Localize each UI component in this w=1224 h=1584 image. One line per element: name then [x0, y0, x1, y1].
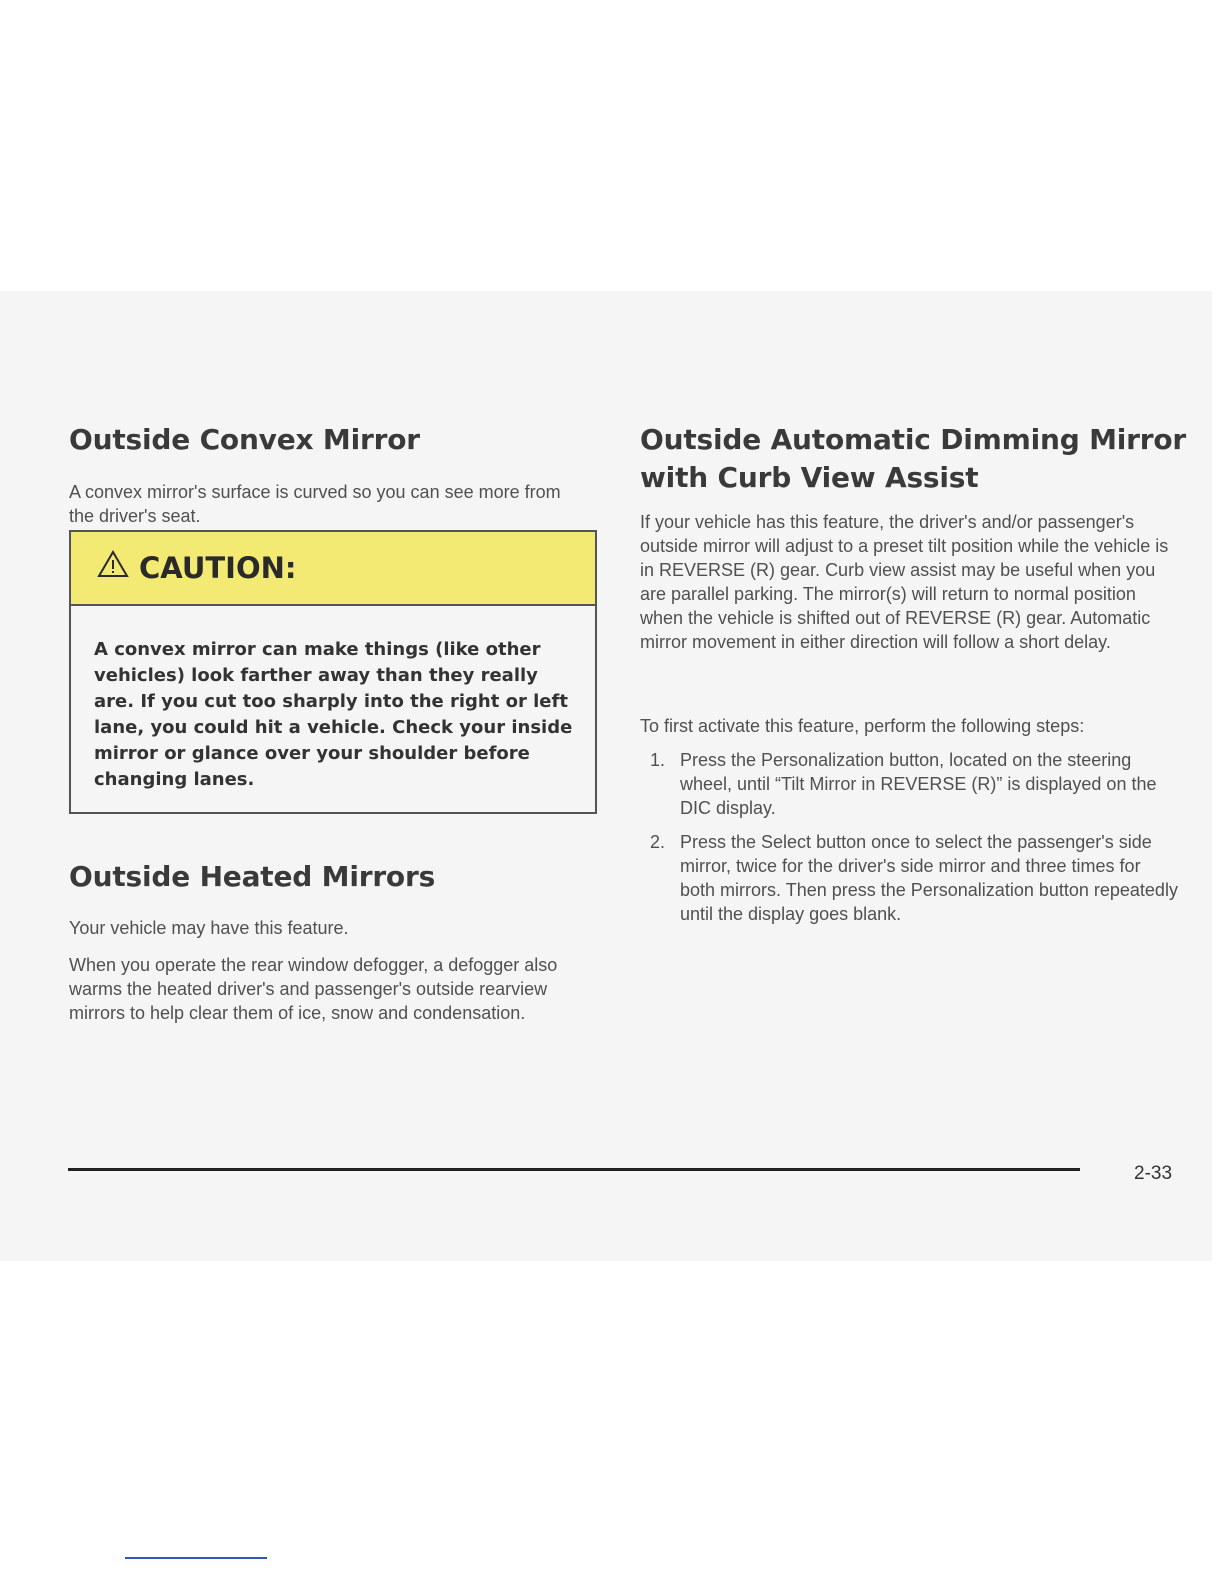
- caution-label: CAUTION:: [139, 550, 297, 585]
- page-number: 2-33: [1134, 1163, 1173, 1184]
- caution-text: A convex mirror can make things (like other vehicles) look farther away than they really are. If you cut too sharply into the right or left lane, you could hit a vehicle. Check your inside mirror or glance over your shoulder before changing lanes.: [94, 639, 573, 790]
- caution-header: [69, 530, 597, 606]
- step-number: 2.: [650, 832, 666, 852]
- dimming-heading-line1: Outside Automatic Dimming Mirror: [640, 423, 1187, 456]
- heated-mirrors-heading: Outside Heated Mirrors: [69, 860, 436, 893]
- bottom-link-line: [125, 1557, 267, 1559]
- heated-mirrors-text-2: When you operate the rear window defogger, a defogger also warms the heated driver's and passenger's outside rearview mirrors to help clear them of ice, snow and condensation.: [69, 955, 558, 1023]
- caution-title: [97, 550, 296, 585]
- dimming-heading-line2: with Curb View Assist: [640, 461, 979, 494]
- heated-mirrors-text-1: Your vehicle may have this feature.: [69, 918, 349, 938]
- footer-rule: [68, 1168, 1080, 1171]
- step-number: 1.: [650, 750, 666, 770]
- steps-list: [640, 748, 1180, 936]
- dimming-mirror-heading: [640, 421, 1200, 497]
- manual-page: [0, 291, 1212, 1261]
- warning-triangle-icon: [97, 550, 129, 585]
- convex-mirror-heading: Outside Convex Mirror: [69, 423, 420, 456]
- list-item: [640, 830, 1180, 926]
- dimming-mirror-text: If your vehicle has this feature, the driver's and/or passenger's outside mirror will adjust to a preset tilt position while the vehicle is in REVERSE (R) gear. Curb view assist may be useful when you are parallel parking. The mirror(s) will return to normal position when the vehicle is shifted out of REVERSE (R) gear. Automatic mirror movement in either direction will follow a short delay.: [640, 512, 1169, 652]
- steps-intro: To first activate this feature, perform the following steps:: [640, 716, 1085, 736]
- list-item: [640, 748, 1180, 820]
- step-text: Press the Select button once to select the passenger's side mirror, twice for the driver's side mirror and three times for both mirrors. Then press the Personalization button repeatedly until the display goes blank.: [680, 832, 1178, 924]
- convex-mirror-text: A convex mirror's surface is curved so you can see more from the driver's seat.: [69, 482, 561, 526]
- step-text: Press the Personalization button, located on the steering wheel, until “Tilt Mirror in REVERSE (R)” is displayed on the DIC display.: [680, 750, 1157, 818]
